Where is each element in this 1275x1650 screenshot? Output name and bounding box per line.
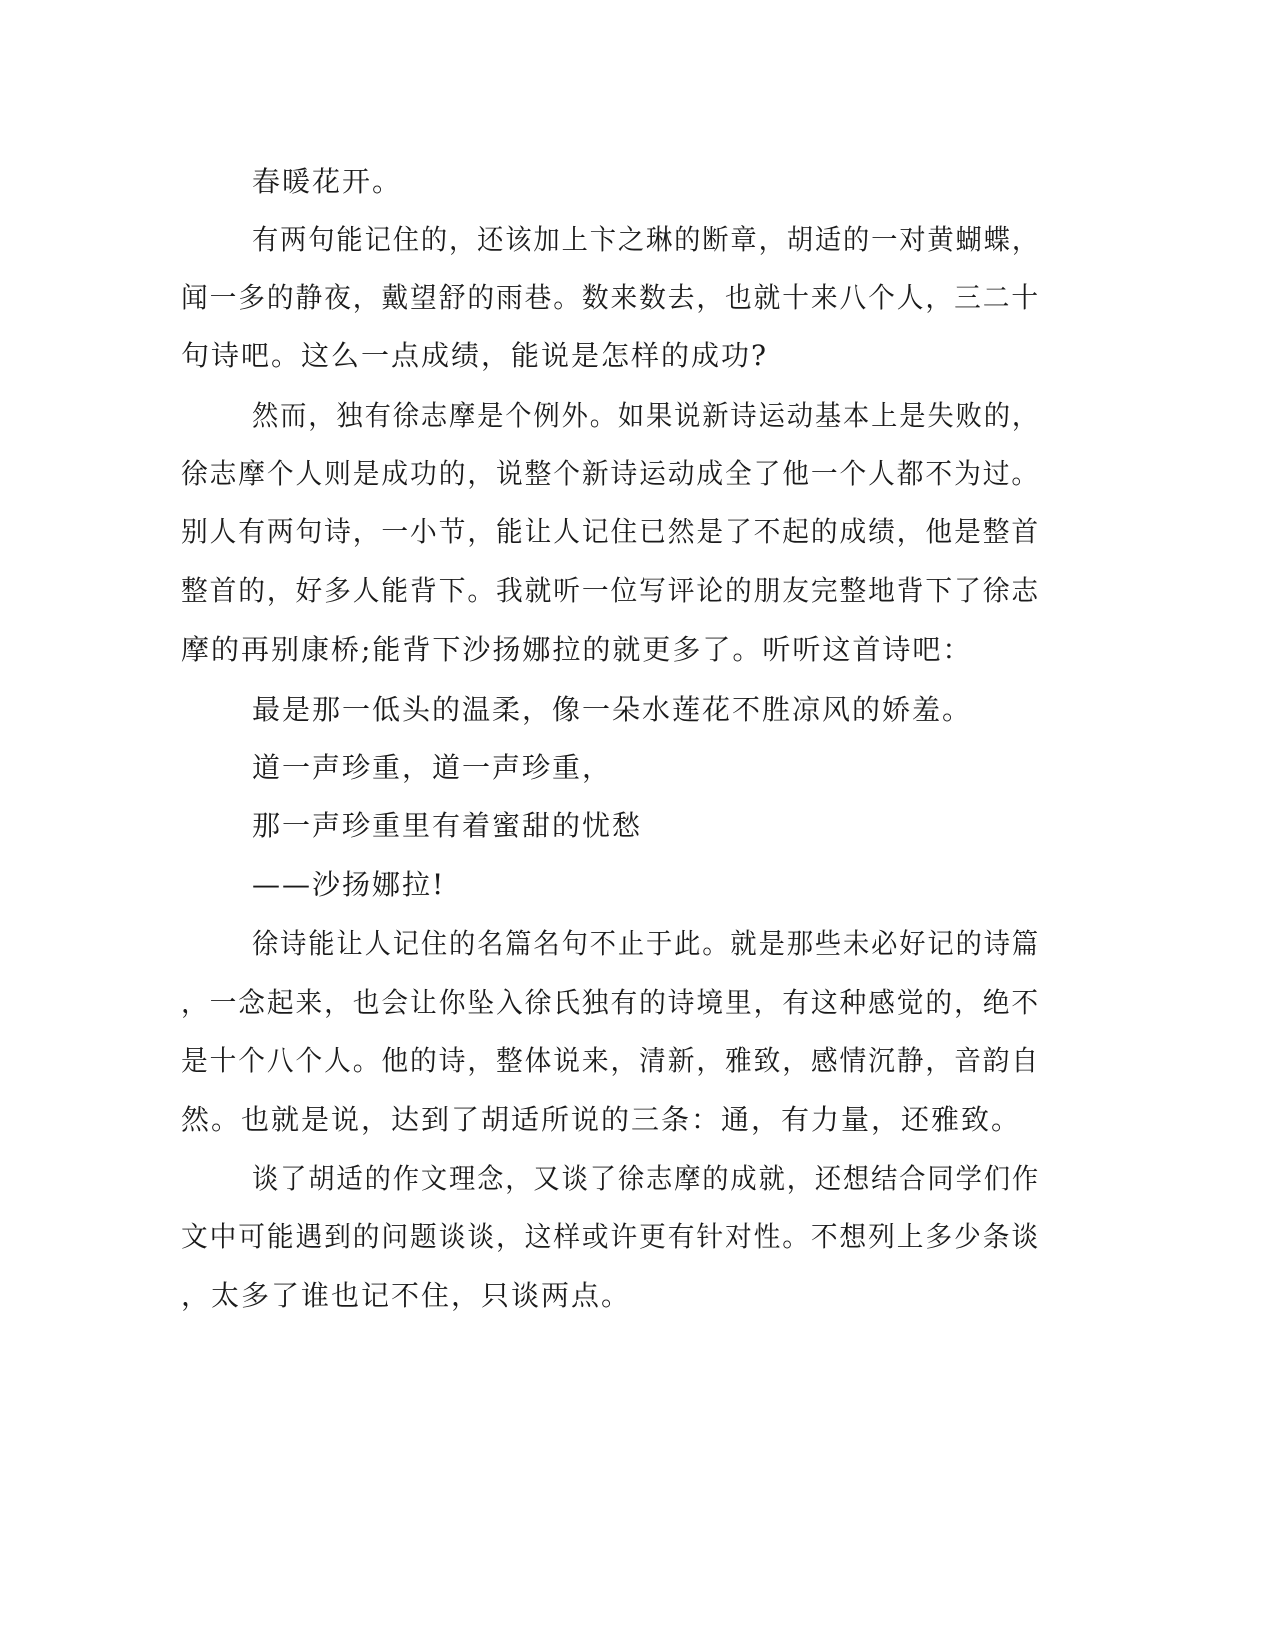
text-line: 有两句能记住的，还该加上卞之琳的断章，胡适的一对黄蝴蝶， — [252, 223, 1041, 256]
text-line: 句诗吧。这么一点成绩，能说是怎样的成功? — [181, 339, 769, 372]
text-line: 然。也就是说，达到了胡适所说的三条：通，有力量，还雅致。 — [181, 1103, 1022, 1136]
text-line: ，一念起来，也会让你坠入徐氏独有的诗境里，有这种感觉的，绝不 — [181, 986, 1040, 1019]
text-line: 最是那一低头的温柔，像一朵水莲花不胜凉风的娇羞。 — [252, 693, 973, 726]
text-line: ，太多了谁也记不住，只谈两点。 — [181, 1279, 632, 1312]
text-line: 徐诗能让人记住的名篇名句不止于此。就是那些未必好记的诗篇 — [252, 927, 1041, 960]
text-line: 文中可能遇到的问题谈谈，这样或许更有针对性。不想列上多少条谈 — [181, 1220, 1040, 1253]
text-line: 摩的再别康桥;能背下沙扬娜拉的就更多了。听听这首诗吧： — [181, 633, 973, 666]
text-line: 谈了胡适的作文理念，又谈了徐志摩的成就，还想结合同学们作 — [252, 1162, 1041, 1195]
text-line: 道一声珍重，道一声珍重， — [252, 751, 613, 784]
text-line: 闻一多的静夜，戴望舒的雨巷。数来数去，也就十来八个人，三二十 — [181, 281, 1040, 314]
text-line: ——沙扬娜拉! — [252, 868, 446, 901]
text-line: 那一声珍重里有着蜜甜的忧愁 — [252, 809, 643, 842]
text-line: 整首的，好多人能背下。我就听一位写评论的朋友完整地背下了徐志 — [181, 574, 1040, 607]
text-line: 春暖花开。 — [252, 165, 403, 198]
text-line: 是十个八个人。他的诗，整体说来，清新，雅致，感情沉静，音韵自 — [181, 1044, 1040, 1077]
text-line: 然而，独有徐志摩是个例外。如果说新诗运动基本上是失败的， — [252, 399, 1041, 432]
text-line: 别人有两句诗，一小节，能让人记住已然是了不起的成绩，他是整首 — [181, 515, 1040, 548]
text-line: 徐志摩个人则是成功的，说整个新诗运动成全了他一个人都不为过。 — [181, 457, 1040, 490]
